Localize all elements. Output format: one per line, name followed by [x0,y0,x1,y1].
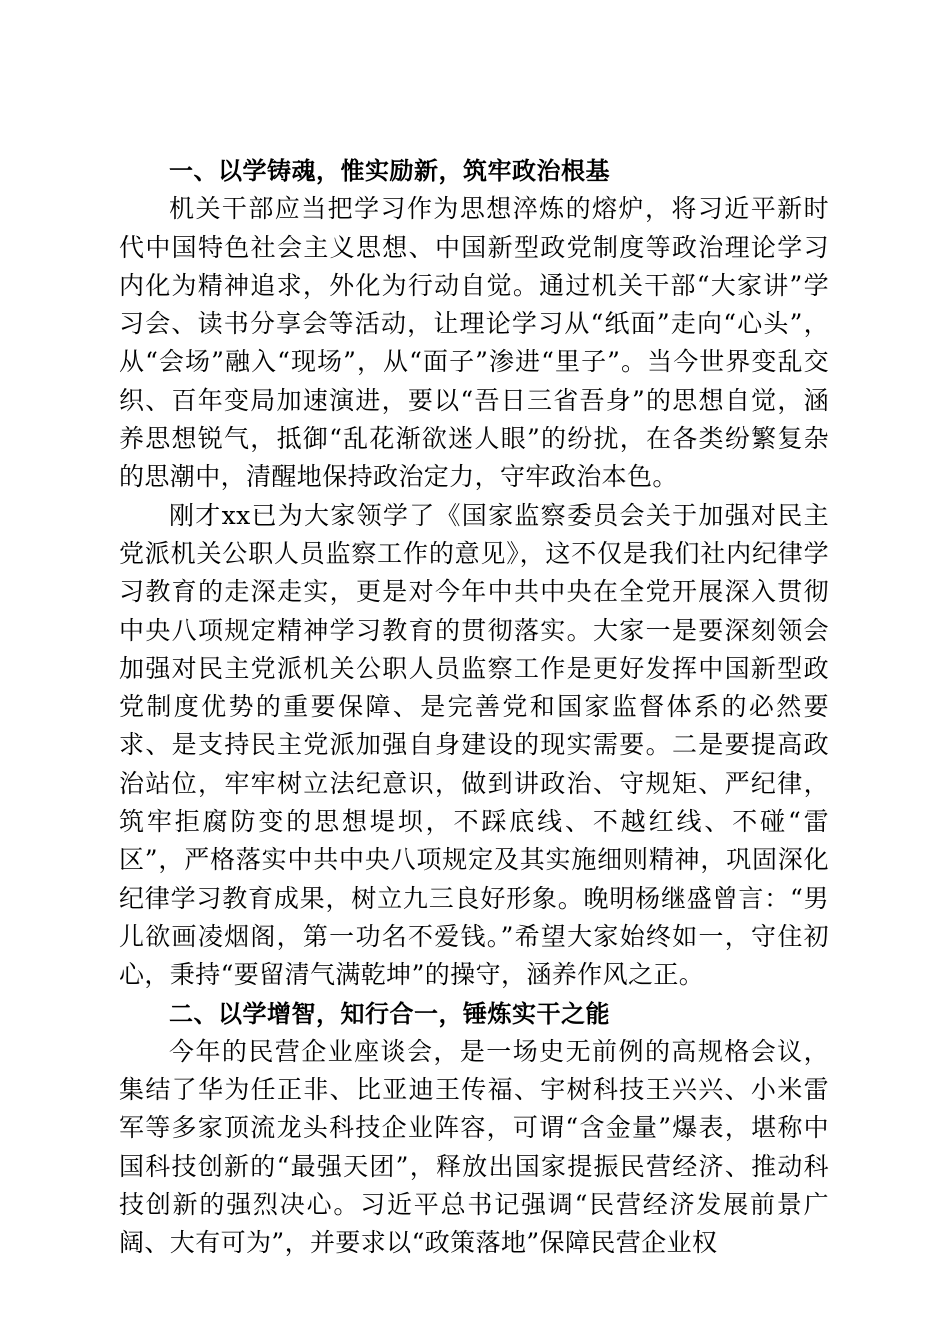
section-1-paragraph-2: 刚才xx已为大家领学了《国家监察委员会关于加强对民主党派机关公职人员监察工作的意见》，这不仅是我们社内纪律学习教育的走深走实，更是对今年中共中央在全党开展深入贯彻中央八项规定精神学习教育的贯彻落实。大家一是要深刻领会加强对民主党派机关公职人员监察工作是更好发挥中国新型政党制度优势的重要保障、是完善党和国家监督体系的必然要求、是支持民主党派加强自身建设的现实需要。二是要提高政治站位，牢牢树立法纪意识，做到讲政治、守规矩、严纪律，筑牢拒腐防变的思想堤坝，不踩底线、不越红线、不碰“雷区”，严格落实中共中央八项规定及其实施细则精神，巩固深化纪律学习教育成果，树立九三良好形象。晚明杨继盛曾言：“男儿欲画凌烟阁，第一功名不爱钱。”希望大家始终如一，守住初心，秉持“要留清气满乾坤”的操守，涵养作风之正。 [119,500,829,990]
section-2-paragraph-1: 今年的民营企业座谈会，是一场史无前例的高规格会议，集结了华为任正非、比亚迪王传福、宇树科技王兴兴、小米雷军等多家顶流龙头科技企业阵容，可谓“含金量”爆表，堪称中国科技创新的“最强天团”，释放出国家提振民营经济、推动科技创新的强烈决心。习近平总书记强调“民营经济发展前景广阔、大有可为”，并要求以“政策落地”保障民营企业权 [119,1036,829,1258]
section-1-heading: 一、以学铸魂，惟实励新，筑牢政治根基 [169,157,610,185]
document-page [119,152,829,1263]
section-1-paragraph-1: 机关干部应当把学习作为思想淬炼的熔炉，将习近平新时代中国特色社会主义思想、中国新型政党制度等政治理论学习内化为精神追求，外化为行动自觉。通过机关干部“大家讲”学习会、读书分享会等活动，让理论学习从“纸面”走向“心头”，从“会场”融入“现场”，从“面子”渗进“里子”。当今世界变乱交织、百年变局加速演进，要以“吾日三省吾身”的思想自觉，涵养思想锐气，抵御“乱花渐欲迷人眼”的纷扰，在各类纷繁复杂的思潮中，清醒地保持政治定力，守牢政治本色。 [119,194,829,492]
section-2-heading: 二、以学增智，知行合一，锤炼实干之能 [169,999,610,1028]
